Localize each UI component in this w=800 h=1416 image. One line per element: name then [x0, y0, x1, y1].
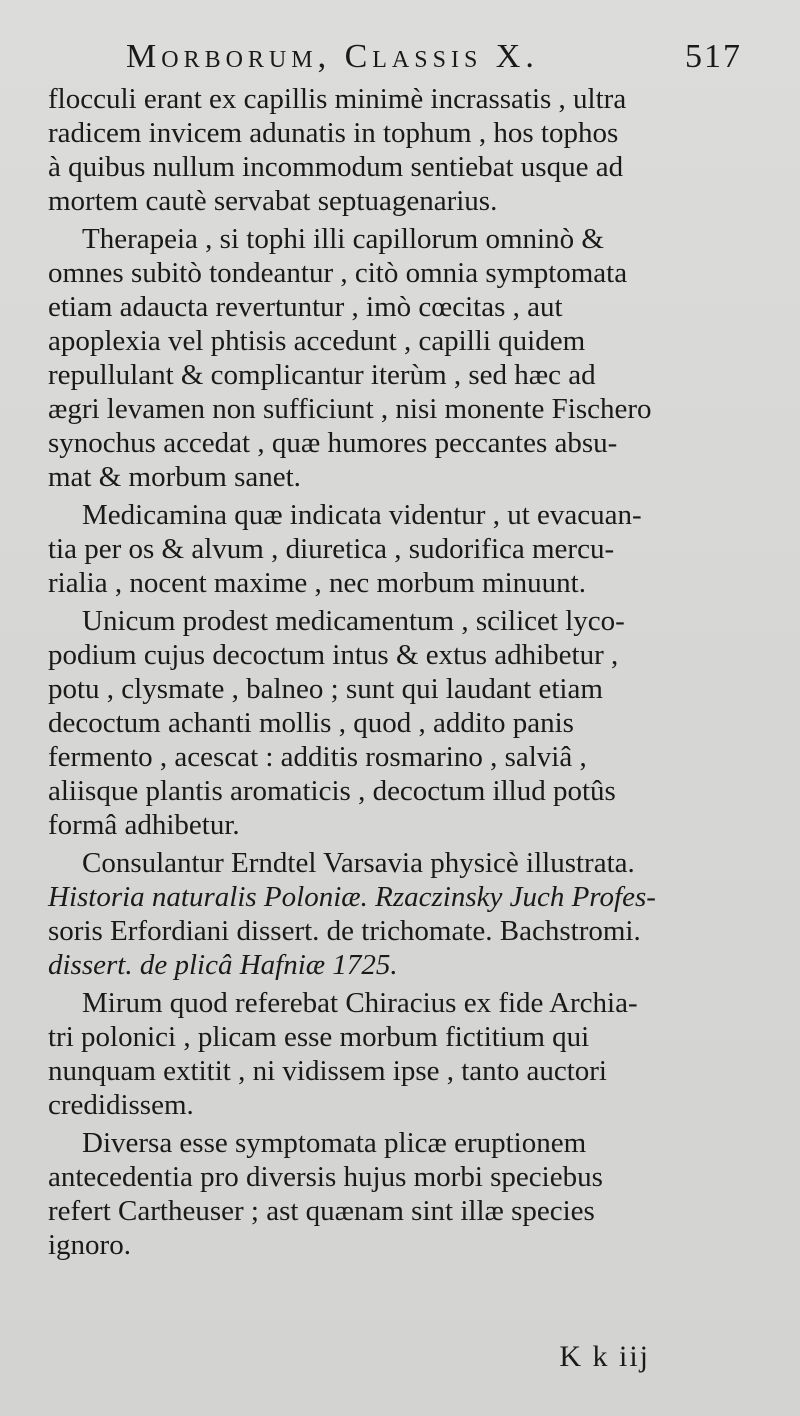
- text-line: credidissem.: [48, 1089, 194, 1121]
- text-line: aliisque plantis aromaticis , decoctum illud potûs: [48, 775, 616, 807]
- text-line: etiam adaucta revertuntur , imò cœcitas , aut: [48, 291, 563, 323]
- text-line: Diversa esse symptomata plicæ eruptionem: [82, 1127, 587, 1159]
- text-line: repullulant & complicantur iterùm , sed hæc ad: [48, 359, 596, 391]
- text-line: dissert. de plicâ Hafniæ 1725.: [48, 949, 398, 981]
- text-line: radicem invicem adunatis in tophum , hos tophos: [48, 117, 619, 149]
- text-line: Medicamina quæ indicata videntur , ut evacuan-: [82, 499, 642, 531]
- paragraph-4: [48, 604, 764, 842]
- text-line: soris Erfordiani dissert. de trichomate. Bachstromi.: [48, 915, 641, 947]
- signature-mark: K k iij: [559, 1340, 650, 1373]
- running-title: Morborum, Classis X.: [126, 38, 539, 75]
- text-line: omnes subitò tondeantur , citò omnia symptomata: [48, 257, 628, 289]
- paragraph-5: [48, 846, 764, 982]
- paragraph-2: [48, 222, 764, 494]
- text-line: mortem cautè servabat septuagenarius.: [48, 185, 498, 217]
- text-line: à quibus nullum incommodum sentiebat usque ad: [48, 151, 624, 183]
- paragraph-7: [48, 1126, 764, 1262]
- text-line: Consulantur Erndtel Varsavia physicè illustrata.: [82, 847, 635, 879]
- text-line: nunquam extitit , ni vidissem ipse , tanto auctori: [48, 1055, 607, 1087]
- text-line: flocculi erant ex capillis minimè incrassatis , ultra: [48, 83, 627, 115]
- text-line: potu , clysmate , balneo ; sunt qui laudant etiam: [48, 673, 603, 705]
- page-number: 517: [685, 38, 742, 75]
- paragraph-6: [48, 986, 764, 1122]
- text-line: Unicum prodest medicamentum , scilicet lyco-: [82, 605, 625, 637]
- text-line: refert Cartheuser ; ast quænam sint illæ species: [48, 1195, 595, 1227]
- text-line: ignoro.: [48, 1229, 131, 1261]
- text-line: tia per os & alvum , diuretica , sudorifica mercu-: [48, 533, 615, 565]
- text-line: tri polonici , plicam esse morbum fictitium qui: [48, 1021, 590, 1053]
- text-line: ægri levamen non sufficiunt , nisi monente Fischero: [48, 393, 652, 425]
- text-line: antecedentia pro diversis hujus morbi speciebus: [48, 1161, 603, 1193]
- text-line: apoplexia vel phtisis accedunt , capilli quidem: [48, 325, 586, 357]
- body-text: [48, 82, 764, 1262]
- text-line: Historia naturalis Poloniæ. Rzaczinsky Juch Profes-: [48, 881, 656, 913]
- text-line: Mirum quod referebat Chiracius ex fide Archia-: [82, 987, 638, 1019]
- text-line: fermento , acescat : additis rosmarino , salviâ ,: [48, 741, 587, 773]
- text-line: podium cujus decoctum intus & extus adhibetur ,: [48, 639, 619, 671]
- text-line: rialia , nocent maxime , nec morbum minuunt.: [48, 567, 586, 599]
- text-line: decoctum achanti mollis , quod , addito panis: [48, 707, 574, 739]
- page-header: [126, 38, 742, 82]
- paragraph-1: [48, 82, 764, 218]
- paragraph-3: [48, 498, 764, 600]
- text-line: formâ adhibetur.: [48, 809, 240, 841]
- text-line: mat & morbum sanet.: [48, 461, 301, 493]
- text-line: Therapeia , si tophi illi capillorum omninò &: [82, 223, 604, 255]
- text-line: synochus accedat , quæ humores peccantes absu-: [48, 427, 618, 459]
